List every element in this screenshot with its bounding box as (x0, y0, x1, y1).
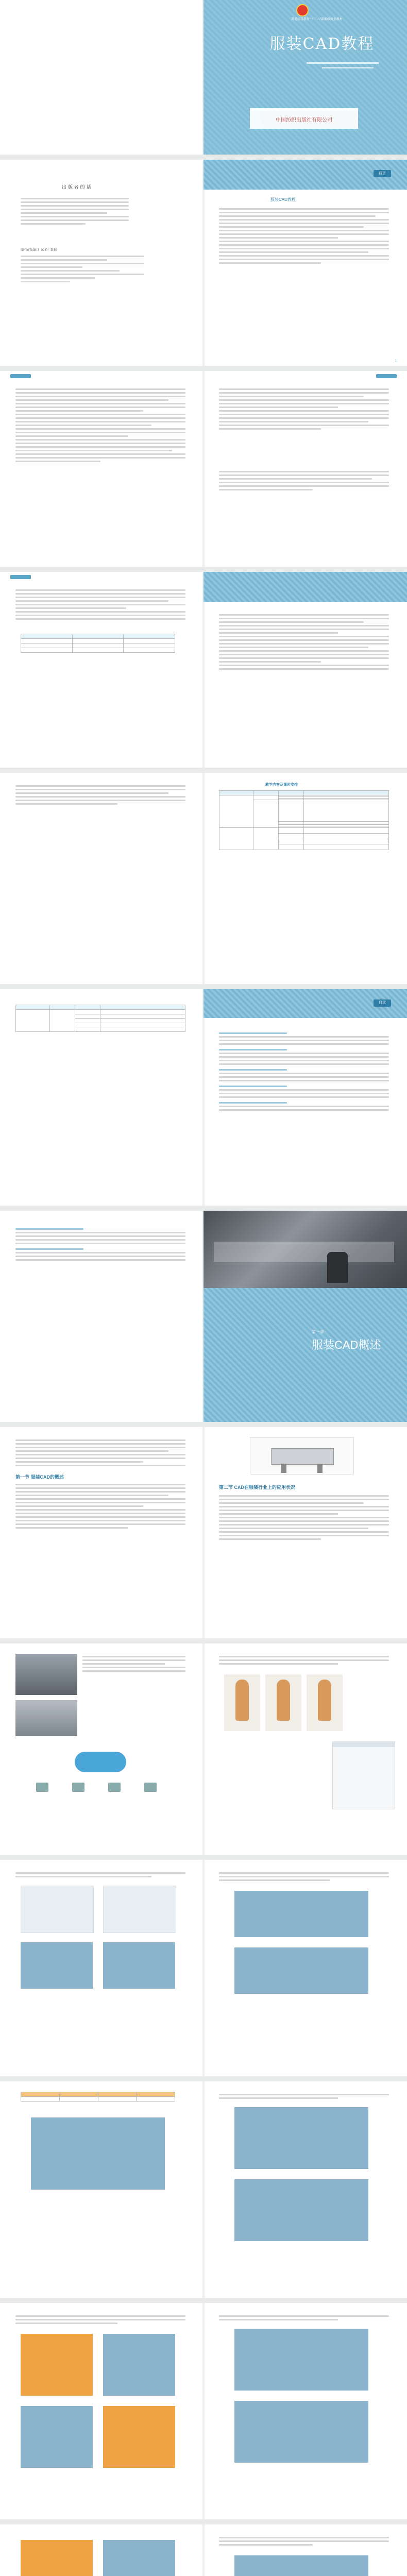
dress-form-figure (265, 1674, 301, 1731)
figures-page (204, 1643, 407, 1855)
chapter-header-band (204, 572, 407, 602)
cloud-diagram (15, 1752, 185, 1798)
body-text (15, 1870, 185, 1879)
cover-page (204, 0, 407, 155)
software-screenshot (103, 1886, 176, 1933)
foreword-page (204, 160, 407, 366)
figures-page (0, 1643, 204, 1855)
contents-page (204, 989, 407, 1206)
figures-page (204, 2524, 407, 2576)
factory-photo (204, 1211, 407, 1288)
pattern-figure (31, 2117, 165, 2190)
pattern-figure (103, 1942, 175, 1989)
figures-page (204, 2081, 407, 2298)
text-page (0, 1427, 204, 1638)
figures-page (0, 1860, 204, 2076)
text-page (0, 773, 204, 984)
text-spread-2 (0, 572, 407, 768)
preface-spread (0, 160, 407, 366)
text-page (0, 371, 204, 567)
figures-page (0, 2081, 204, 2298)
series-title: 普通高等教育“十三五”部委级规划教材 (291, 18, 343, 21)
graded-pattern-figure (21, 2406, 93, 2468)
section-heading: 第一节 服装CAD的概述 (15, 1475, 64, 1480)
contents-list (15, 1226, 185, 1263)
text-spread-1 (0, 371, 407, 567)
body-text (15, 587, 185, 622)
pattern-figure (234, 1947, 368, 1994)
figures-page (204, 1860, 407, 2076)
body-text (15, 783, 185, 807)
dress-form-figure (224, 1674, 260, 1731)
contents-list (219, 1030, 389, 1113)
figures-page (0, 2303, 204, 2519)
graded-pattern-figure (103, 2540, 175, 2576)
course-plan-heading: 教学内容及课时安排 (265, 783, 298, 787)
foreword-heading: 服装CAD教程 (270, 197, 296, 202)
size-table (21, 2092, 175, 2102)
figures-page (0, 2524, 204, 2576)
section-badge: 前言 (374, 170, 391, 177)
pattern-figure (234, 2555, 368, 2576)
preface-text (21, 196, 129, 227)
figures-page (204, 2303, 407, 2519)
cover-spread (0, 0, 407, 155)
pattern-figure (234, 2329, 368, 2391)
dress-form-figure (307, 1674, 343, 1731)
body-text (219, 2535, 389, 2548)
pattern-figure (234, 2107, 368, 2169)
body-text (15, 1437, 185, 1468)
pattern-figure (234, 1891, 368, 1937)
data-table (21, 634, 175, 653)
book-title: 服装CAD教程 (269, 35, 375, 53)
pattern-spread (0, 1860, 407, 2076)
body-text (219, 1870, 389, 1883)
body-text (219, 386, 389, 432)
publisher-name: 中国纺织出版社有限公司 (276, 117, 332, 123)
body-text (15, 386, 185, 464)
page-number: 1 (395, 360, 397, 363)
pattern-figure (234, 2401, 368, 2463)
blank-page (0, 0, 204, 155)
body-text (219, 469, 389, 493)
graded-pattern-figure (21, 2540, 93, 2576)
software-screenshot (332, 1741, 395, 1809)
foreword-text (219, 206, 389, 266)
text-page (204, 572, 407, 768)
running-head (10, 374, 31, 378)
contents-spread (0, 989, 407, 1206)
plotter-figure (250, 1437, 354, 1475)
text-page (204, 371, 407, 567)
software-screenshot (21, 1886, 94, 1933)
chapter-label: 第一章 (312, 1330, 324, 1334)
graded-pattern-figure (21, 2334, 93, 2396)
pattern-figure (234, 2179, 368, 2241)
toc-spread (0, 773, 407, 984)
body-text (219, 1493, 389, 1542)
course-plan-page (204, 773, 407, 984)
chapter-opener-spread (0, 1211, 407, 1422)
figures-spread (0, 1643, 407, 1855)
chapter-opener-page (204, 1211, 407, 1422)
shirt-spread (0, 2081, 407, 2298)
body-text (219, 2092, 389, 2101)
publisher-logo-icon (296, 4, 309, 16)
graded-pattern-figure (103, 2334, 175, 2396)
section-spread (0, 1427, 407, 1638)
preface-heading: 出 版 者 的 话 (62, 185, 91, 190)
cip-heading: 图书在版编目（CIP）数据 (21, 249, 57, 252)
body-text (15, 1482, 185, 1531)
workshop-photo (15, 1700, 77, 1736)
pattern-figure (21, 1942, 93, 1989)
grading-spread (0, 2303, 407, 2519)
running-head (376, 374, 397, 378)
body-text (82, 1654, 185, 1674)
course-plan-table (15, 1005, 185, 1032)
graded-pattern-figure (103, 2406, 175, 2468)
body-text (219, 2313, 389, 2323)
text-page (0, 572, 204, 768)
chapter-title: 服装CAD概述 (312, 1338, 381, 1351)
figures-spread-2 (0, 2524, 407, 2576)
text-page (204, 1427, 407, 1638)
course-plan-table (219, 790, 389, 850)
publisher-band (250, 108, 358, 129)
preface-page (0, 160, 204, 366)
course-plan-page (0, 989, 204, 1206)
contents-page (0, 1211, 204, 1422)
body-text (219, 612, 389, 672)
section-heading: 第二节 CAD在服装行业上的应用状况 (219, 1485, 295, 1490)
section-badge: 目录 (374, 999, 391, 1007)
cip-text (21, 253, 144, 284)
running-head (10, 575, 31, 579)
body-text (15, 2313, 185, 2326)
workshop-photo (15, 1654, 77, 1695)
body-text (219, 1654, 389, 1667)
